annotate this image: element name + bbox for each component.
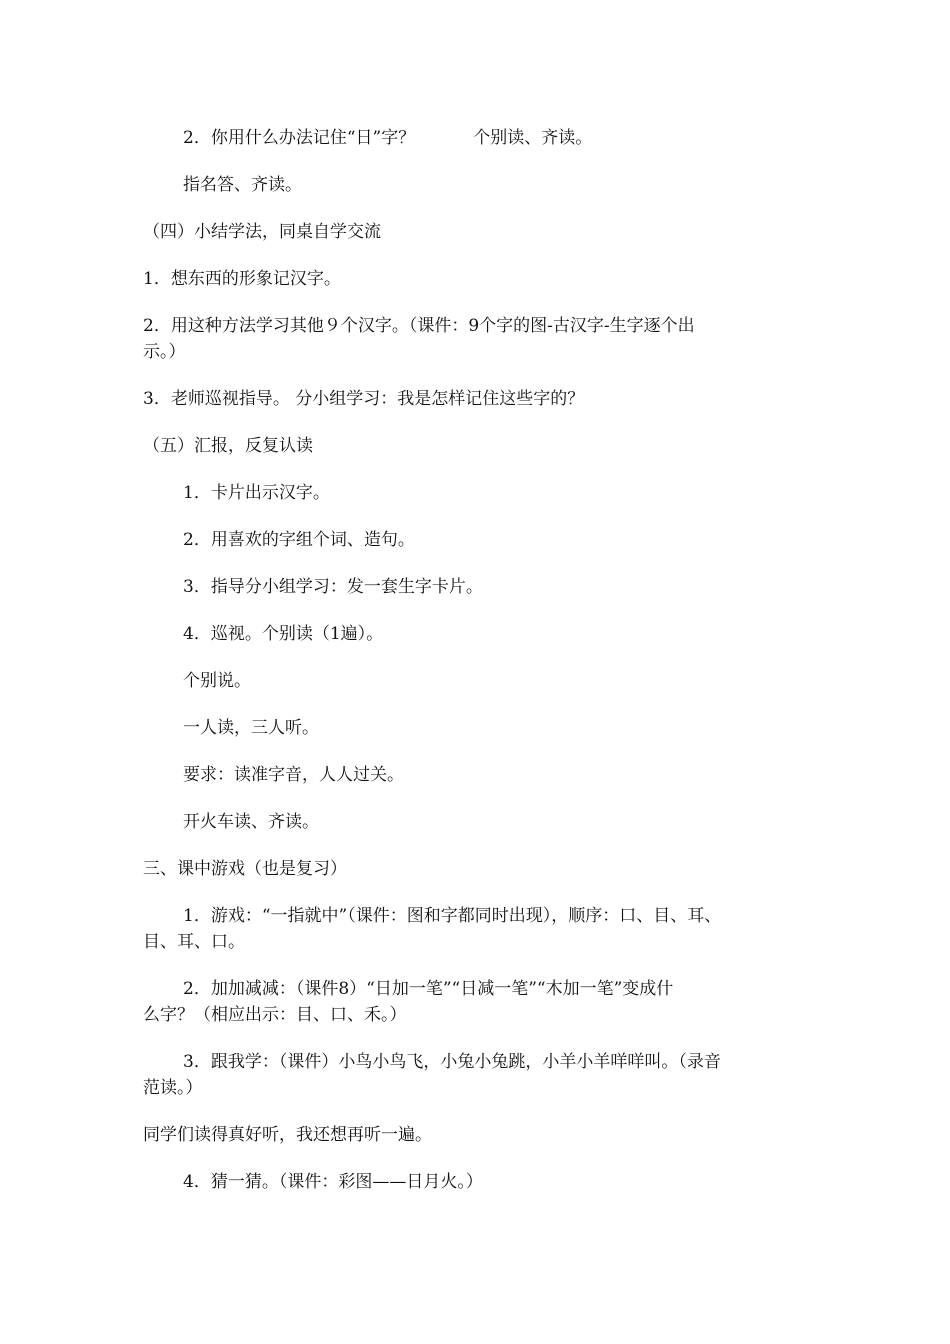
paragraph-line: 要求：读准字音，人人过关。 [183, 765, 404, 785]
paragraph-line: 示。） [143, 342, 186, 362]
paragraph-line: 4．猜一猜。（课件：彩图——日月火。） [183, 1172, 483, 1192]
paragraph-line: 指名答、齐读。 [183, 175, 302, 195]
paragraph-line: 1．想东西的形象记汉字。 [143, 269, 341, 289]
paragraph-line: 3．指导分小组学习：发一套生字卡片。 [183, 577, 483, 597]
paragraph-line: 同学们读得真好听，我还想再听一遍。 [143, 1125, 432, 1145]
paragraph-line: 2．用这种方法学习其他９个汉字。（课件：9个字的图-古汉字-生字逐个出 [143, 316, 695, 336]
answer-text: 个别读、齐读。 [473, 128, 593, 148]
paragraph-line: 3．老师巡视指导。 分小组学习：我是怎样记住这些字的？ [143, 389, 585, 409]
paragraph-line: 1．游戏：“一指就中”（课件：图和字都同时出现），顺序：口、目、耳、 [183, 906, 722, 926]
paragraph-line: 开火车读、齐读。 [183, 812, 319, 832]
paragraph-line [183, 126, 592, 150]
paragraph-line: 4．巡视。个别读（1遍）。 [183, 624, 384, 644]
paragraph-line: 1．卡片出示汉字。 [183, 483, 330, 503]
paragraph-line: 目、耳、口。 [143, 932, 245, 952]
paragraph-line: 么字？（相应出示：目、口、禾。） [143, 1005, 407, 1025]
paragraph-line: 个别说。 [183, 671, 251, 691]
paragraph-line: 2．用喜欢的字组个词、造句。 [183, 530, 415, 550]
paragraph-line: 2．加加减减：（课件8）“日加一笔”“日减一笔”“木加一笔”变成什 [183, 979, 674, 999]
section-heading: 三、课中游戏（也是复习） [143, 859, 347, 879]
paragraph-line: 3．跟我学：（课件）小鸟小鸟飞，小兔小兔跳，小羊小羊咩咩叫。（录音 [183, 1052, 721, 1072]
section-heading: （四）小结学法，同桌自学交流 [143, 222, 381, 242]
section-heading: （五）汇报，反复认读 [143, 436, 313, 456]
paragraph-line: 一人读，三人听。 [183, 718, 319, 738]
paragraph-line: 范读。） [143, 1078, 203, 1098]
question-text: 2．你用什么办法记住“日”字？ [183, 128, 416, 148]
